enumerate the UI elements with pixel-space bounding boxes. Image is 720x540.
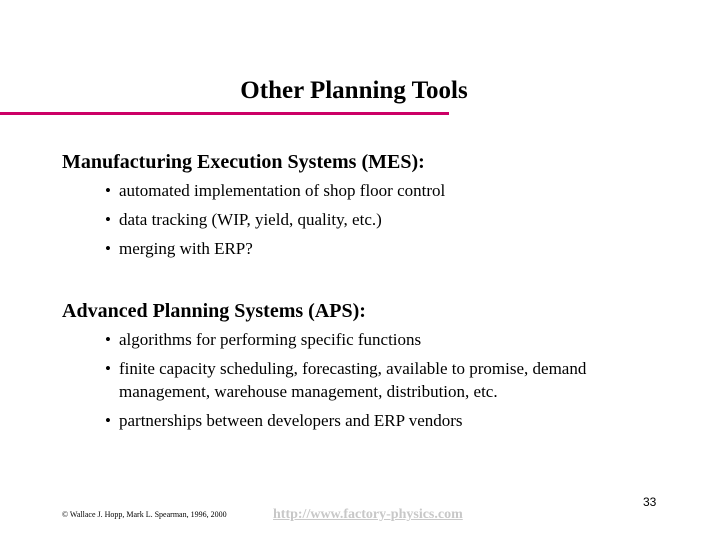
section-heading-mes: Manufacturing Execution Systems (MES): xyxy=(62,151,425,173)
bullet-list-mes xyxy=(62,179,445,260)
list-item xyxy=(62,409,639,432)
page-number: 33 xyxy=(643,495,657,509)
list-item xyxy=(62,179,445,202)
bullet-dot-icon: • xyxy=(105,411,111,430)
bullet-dot-icon: • xyxy=(105,330,111,349)
section-heading-aps: Advanced Planning Systems (APS): xyxy=(62,300,366,322)
footer-copyright: © Wallace J. Hopp, Mark L. Spearman, 1996, 2000 xyxy=(62,510,227,519)
bullet-dot-icon: • xyxy=(105,181,111,200)
bullet-dot-icon: • xyxy=(105,210,111,229)
slide-title: Other Planning Tools xyxy=(240,77,468,104)
bullet-text: finite capacity scheduling, forecasting, available to promise, demand management, warehouse management, distribution, etc. xyxy=(119,359,587,401)
list-item xyxy=(62,208,445,231)
list-item xyxy=(62,357,639,403)
footer-url-link[interactable]: http://www.factory-physics.com xyxy=(273,507,463,522)
section-mes xyxy=(62,150,445,266)
bullet-dot-icon: • xyxy=(105,359,111,378)
section-aps xyxy=(62,299,639,438)
bullet-dot-icon: • xyxy=(105,239,111,258)
list-item xyxy=(62,237,445,260)
bullet-text: partnerships between developers and ERP vendors xyxy=(119,411,463,430)
bullet-list-aps xyxy=(62,328,639,432)
bullet-text: data tracking (WIP, yield, quality, etc.) xyxy=(119,210,382,229)
bullet-text: algorithms for performing specific functions xyxy=(119,330,422,349)
bullet-text: merging with ERP? xyxy=(119,239,253,258)
title-underline-rule xyxy=(0,112,449,115)
bullet-text: automated implementation of shop floor control xyxy=(119,181,446,200)
list-item xyxy=(62,328,639,351)
